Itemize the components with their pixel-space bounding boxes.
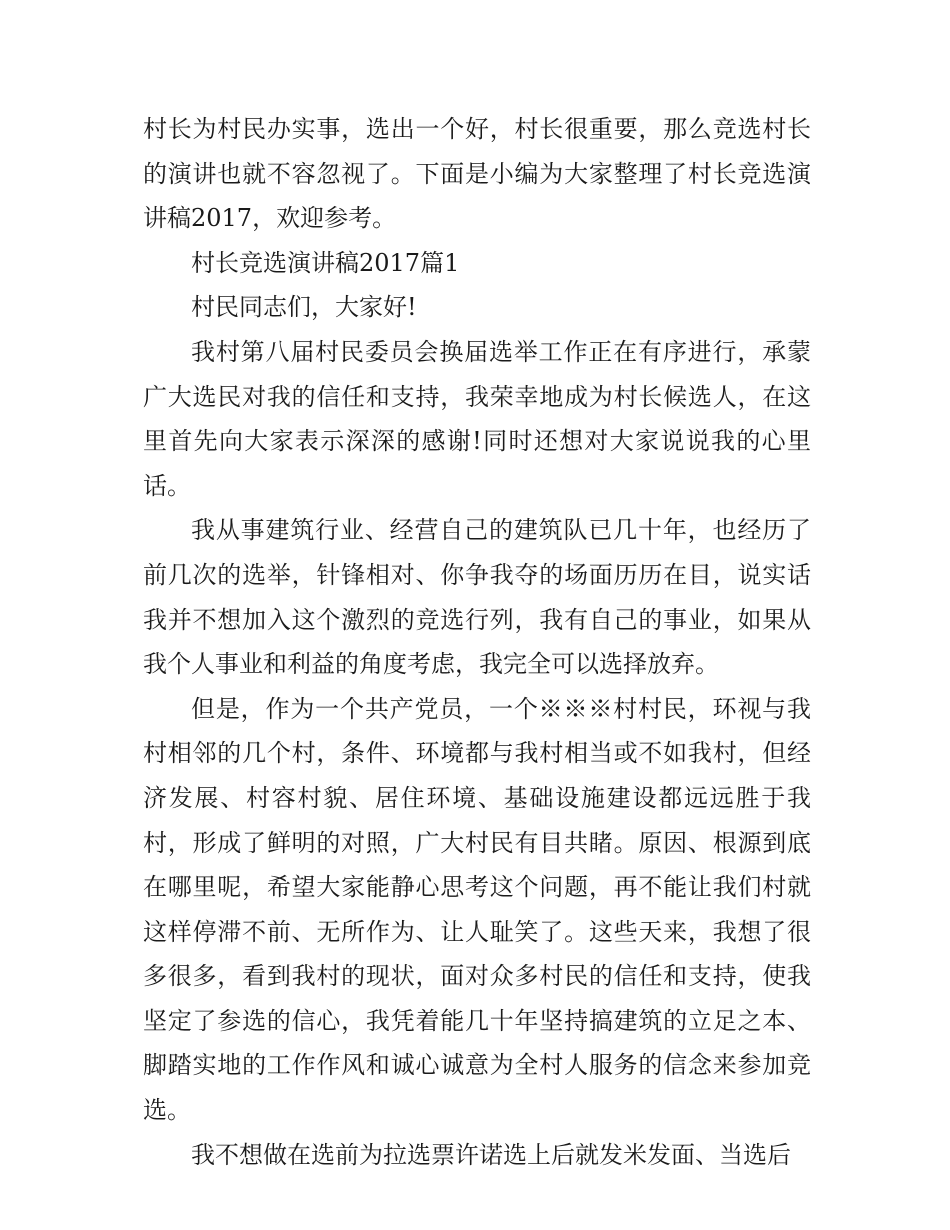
- document-body: [143, 107, 811, 1177]
- body-paragraph: 但是，作为一个共产党员，一个※※※村村民，环视与我村相邻的几个村，条件、环境都与我村相当或不如我村，但经济发展、村容村貌、居住环境、基础设施建设都远远胜于我村，形成了鲜明的对照，广大村民有目共睹。原因、根源到底在哪里呢，希望大家能静心思考这个问题，再不能让我们村就这样停滞不前、无所作为、让人耻笑了。这些天来，我想了很多很多，看到我村的现状，面对众多村民的信任和支持，使我坚定了参选的信心，我凭着能几十年坚持搞建筑的立足之本、脚踏实地的工作作风和诚心诚意为全村人服务的信念来参加竞选。: [143, 694, 811, 1125]
- body-paragraph: 我村第八届村民委员会换届选举工作正在有序进行，承蒙广大选民对我的信任和支持，我荣幸地成为村长候选人，在这里首先向大家表示深深的感谢!同时还想对大家说说我的心里话。: [143, 337, 811, 500]
- section-heading: 村长竞选演讲稿2017篇1: [191, 248, 460, 277]
- intro-paragraph: 村长为村民办实事，选出一个好，村长很重要，那么竞选村长的演讲也就不容忽视了。下面是小编为大家整理了村长竞选演讲稿2017，欢迎参考。: [143, 115, 811, 233]
- body-paragraph: 我从事建筑行业、经营自己的建筑队已几十年，也经历了前几次的选举，针锋相对、你争我夺的场面历历在目，说实话我并不想加入这个激烈的竞选行列，我有自己的事业，如果从我个人事业和利益的角度考虑，我完全可以选择放弃。: [143, 516, 811, 679]
- greeting-paragraph: 村民同志们，大家好!: [191, 293, 417, 322]
- body-paragraph: 我不想做在选前为拉选票许诺选上后就发米发面、当选后: [191, 1140, 791, 1169]
